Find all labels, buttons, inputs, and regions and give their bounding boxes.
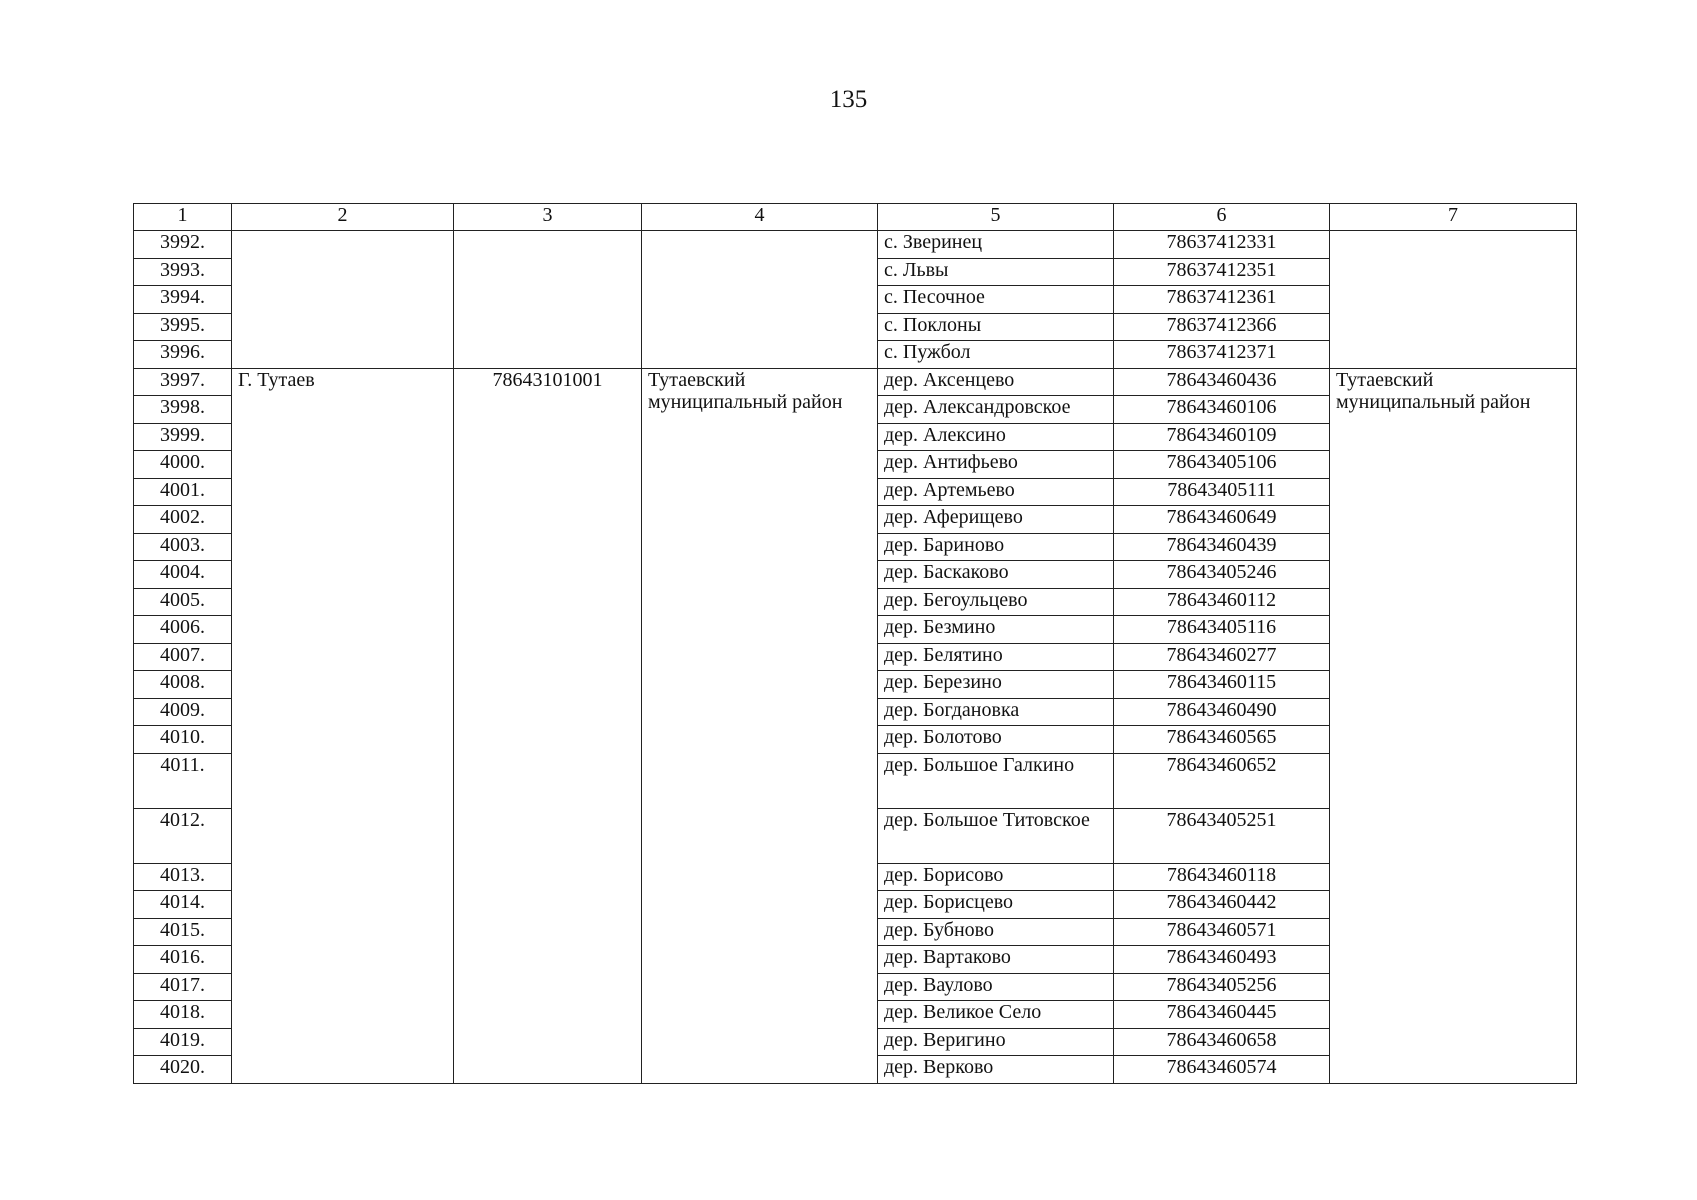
row-number: 4010. xyxy=(134,726,232,754)
row-number: 3994. xyxy=(134,286,232,314)
header-col-6: 6 xyxy=(1114,204,1330,231)
settlement-name: дер. Бариново xyxy=(878,533,1114,561)
settlement-code: 78643460652 xyxy=(1114,753,1330,808)
row-number: 4009. xyxy=(134,698,232,726)
settlement-name: дер. Артемьево xyxy=(878,478,1114,506)
header-col-3: 3 xyxy=(454,204,642,231)
settlement-code: 78643460439 xyxy=(1114,533,1330,561)
table-row xyxy=(134,231,1577,259)
settlement-code: 78643460490 xyxy=(1114,698,1330,726)
settlement-name: дер. Великое Село xyxy=(878,1001,1114,1029)
settlement-code: 78637412366 xyxy=(1114,313,1330,341)
settlement-name: дер. Большое Титовское xyxy=(878,808,1114,863)
settlement-name: дер. Алексино xyxy=(878,423,1114,451)
row-number: 3998. xyxy=(134,396,232,424)
settlement-code: 78643405246 xyxy=(1114,561,1330,589)
settlement-code: 78643460658 xyxy=(1114,1028,1330,1056)
header-col-1: 1 xyxy=(134,204,232,231)
settlement-name: с. Пужбол xyxy=(878,341,1114,369)
row-number: 3997. xyxy=(134,368,232,396)
row-number: 4015. xyxy=(134,918,232,946)
settlement-code: 78637412331 xyxy=(1114,231,1330,259)
settlement-name: дер. Большое Галкино xyxy=(878,753,1114,808)
page-number: 135 xyxy=(829,86,868,113)
row-number: 4020. xyxy=(134,1056,232,1084)
settlement-code: 78643460436 xyxy=(1114,368,1330,396)
settlement-code: 78637412351 xyxy=(1114,258,1330,286)
district-col7-empty xyxy=(1330,231,1577,369)
settlement-name: дер. Аксенцево xyxy=(878,368,1114,396)
settlement-name: дер. Аферищево xyxy=(878,506,1114,534)
settlement-code: 78637412371 xyxy=(1114,341,1330,369)
settlement-code: 78637412361 xyxy=(1114,286,1330,314)
row-number: 4006. xyxy=(134,616,232,644)
settlement-name: дер. Белятино xyxy=(878,643,1114,671)
row-number: 4007. xyxy=(134,643,232,671)
city-name: Г. Тутаев xyxy=(232,368,454,1083)
settlement-name: дер. Верково xyxy=(878,1056,1114,1084)
table-row xyxy=(134,368,1577,396)
city-code-cell-empty xyxy=(454,231,642,369)
settlement-code: 78643405116 xyxy=(1114,616,1330,644)
settlement-code: 78643460565 xyxy=(1114,726,1330,754)
settlements-table xyxy=(133,203,1577,1084)
row-number: 3992. xyxy=(134,231,232,259)
settlement-name: дер. Борисово xyxy=(878,863,1114,891)
row-number: 4016. xyxy=(134,946,232,974)
settlement-name: дер. Антифьево xyxy=(878,451,1114,479)
row-number: 4003. xyxy=(134,533,232,561)
row-number: 4000. xyxy=(134,451,232,479)
row-number: 4002. xyxy=(134,506,232,534)
row-number: 4005. xyxy=(134,588,232,616)
settlement-name: с. Поклоны xyxy=(878,313,1114,341)
settlement-code: 78643460115 xyxy=(1114,671,1330,699)
settlement-name: дер. Баскаково xyxy=(878,561,1114,589)
row-number: 4001. xyxy=(134,478,232,506)
settlement-name: дер. Ваулово xyxy=(878,973,1114,1001)
settlement-code: 78643405256 xyxy=(1114,973,1330,1001)
row-number: 4014. xyxy=(134,891,232,919)
district-name: Тутаевский муниципальный район xyxy=(642,368,878,1083)
settlement-name: дер. Вартаково xyxy=(878,946,1114,974)
settlement-name: дер. Веригино xyxy=(878,1028,1114,1056)
settlement-code: 78643460571 xyxy=(1114,918,1330,946)
settlement-code: 78643460109 xyxy=(1114,423,1330,451)
settlement-name: с. Песочное xyxy=(878,286,1114,314)
row-number: 3996. xyxy=(134,341,232,369)
settlement-name: дер. Богдановка xyxy=(878,698,1114,726)
header-col-7: 7 xyxy=(1330,204,1577,231)
settlement-code: 78643460445 xyxy=(1114,1001,1330,1029)
district-cell-empty xyxy=(642,231,878,369)
row-number: 3993. xyxy=(134,258,232,286)
settlement-name: дер. Бегоульцево xyxy=(878,588,1114,616)
settlement-code: 78643460118 xyxy=(1114,863,1330,891)
settlement-code: 78643460649 xyxy=(1114,506,1330,534)
settlement-code: 78643460106 xyxy=(1114,396,1330,424)
header-col-4: 4 xyxy=(642,204,878,231)
row-number: 4011. xyxy=(134,753,232,808)
settlement-code: 78643460493 xyxy=(1114,946,1330,974)
settlement-code: 78643405111 xyxy=(1114,478,1330,506)
settlement-name: с. Зверинец xyxy=(878,231,1114,259)
row-number: 4019. xyxy=(134,1028,232,1056)
settlement-code: 78643460442 xyxy=(1114,891,1330,919)
row-number: 4013. xyxy=(134,863,232,891)
header-col-2: 2 xyxy=(232,204,454,231)
row-number: 4012. xyxy=(134,808,232,863)
district-col7: Тутаевский муниципальный район xyxy=(1330,368,1577,1083)
city-cell-empty xyxy=(232,231,454,369)
settlement-name: с. Львы xyxy=(878,258,1114,286)
row-number: 3999. xyxy=(134,423,232,451)
header-row xyxy=(134,204,1577,231)
settlement-name: дер. Безмино xyxy=(878,616,1114,644)
row-number: 4004. xyxy=(134,561,232,589)
city-code: 78643101001 xyxy=(454,368,642,1083)
settlement-name: дер. Березино xyxy=(878,671,1114,699)
row-number: 3995. xyxy=(134,313,232,341)
row-number: 4018. xyxy=(134,1001,232,1029)
settlement-code: 78643405106 xyxy=(1114,451,1330,479)
header-col-5: 5 xyxy=(878,204,1114,231)
settlement-name: дер. Болотово xyxy=(878,726,1114,754)
row-number: 4008. xyxy=(134,671,232,699)
settlement-code: 78643460112 xyxy=(1114,588,1330,616)
settlement-name: дер. Бубново xyxy=(878,918,1114,946)
settlement-name: дер. Борисцево xyxy=(878,891,1114,919)
settlement-name: дер. Александровское xyxy=(878,396,1114,424)
settlement-code: 78643460574 xyxy=(1114,1056,1330,1084)
row-number: 4017. xyxy=(134,973,232,1001)
settlement-code: 78643460277 xyxy=(1114,643,1330,671)
settlement-code: 78643405251 xyxy=(1114,808,1330,863)
